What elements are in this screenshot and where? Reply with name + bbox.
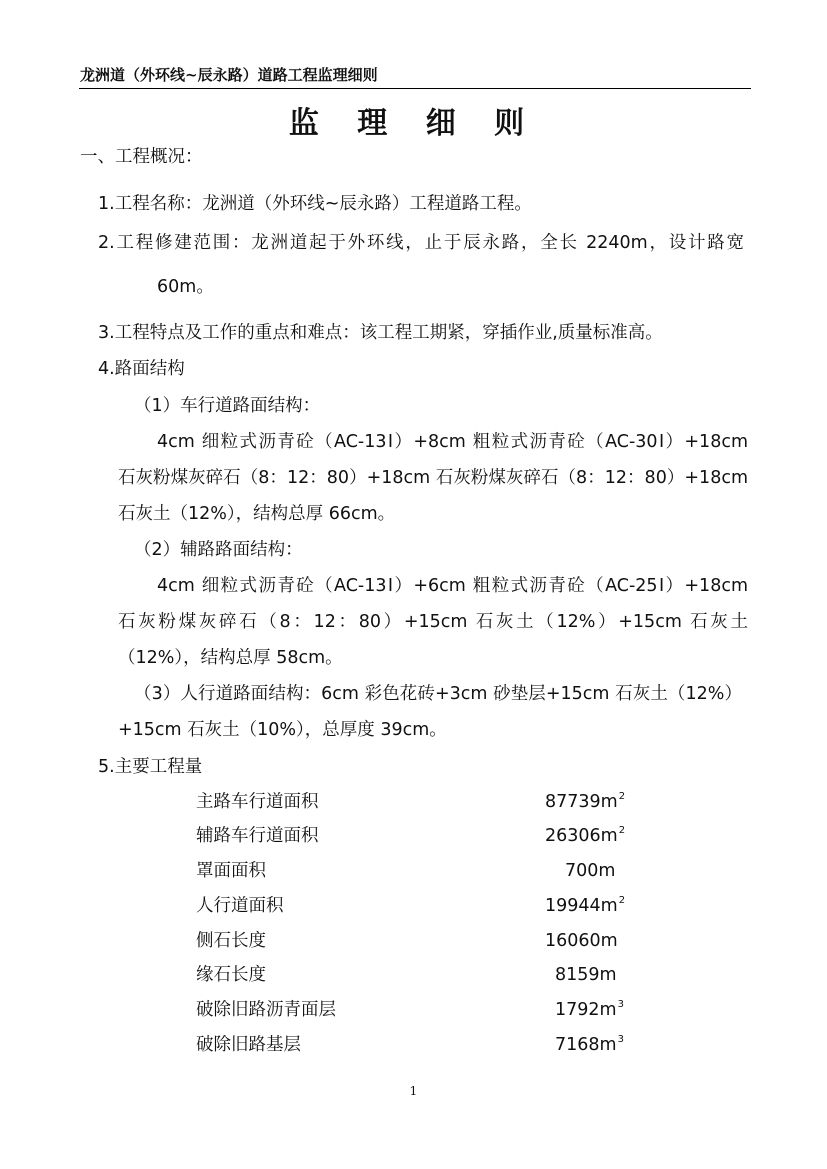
page-number: 1 bbox=[409, 1084, 418, 1098]
header-rule bbox=[79, 88, 751, 89]
quantity-label: 主路车行道面积 bbox=[196, 792, 319, 812]
quantity-label: 缘石长度 bbox=[196, 965, 266, 985]
carriageway-line2: 石灰粉煤灰碎石（8：12：80）+18cm 石灰粉煤灰碎石（8：12：80）+18cm bbox=[118, 468, 748, 488]
quantity-value: $1792m^3$ bbox=[555, 999, 624, 1020]
carriageway-line3: 石灰土（12%），结构总厚 66cm。 bbox=[118, 504, 396, 524]
auxiliary-line2: 石灰粉煤灰碎石（8：12：80）+15cm 石灰土（12%）+15cm 石灰土 bbox=[118, 612, 748, 632]
section-heading-overview: 一、工程概况： bbox=[80, 147, 203, 167]
sidewalk-line2: +15cm 石灰土（10%），总厚度 39cm。 bbox=[118, 720, 447, 740]
quantity-label: 侧石长度 bbox=[196, 931, 266, 951]
subheading-auxiliary-road: （2）辅路路面结构： bbox=[134, 540, 303, 560]
quantity-value: $7168m^3$ bbox=[555, 1034, 624, 1055]
quantity-label: 人行道面积 bbox=[196, 896, 284, 916]
carriageway-line1: 4cm 细粒式沥青砼（AC-13Ⅰ）+8cm 粗粒式沥青砼（AC-30Ⅰ）+18cm bbox=[157, 432, 748, 452]
quantity-value: $26306m^2$ bbox=[545, 825, 626, 846]
item-main-quantities: 5.主要工程量 bbox=[98, 757, 203, 777]
item-pavement-structure: 4.路面结构 bbox=[98, 359, 185, 379]
item-project-name: 1.工程名称：龙洲道（外环线~辰永路）工程道路工程。 bbox=[98, 194, 532, 214]
sidewalk-line1: （3）人行道路面结构：6cm 彩色花砖+3cm 砂垫层+15cm 石灰土（12%） bbox=[134, 684, 742, 704]
auxiliary-line3: （12%），结构总厚 58cm。 bbox=[118, 648, 343, 668]
quantity-label: 罩面面积 bbox=[196, 861, 266, 881]
quantity-value: 700m bbox=[565, 861, 616, 881]
quantity-value: 8159m bbox=[555, 965, 617, 985]
quantity-value: $19944m^2$ bbox=[545, 895, 626, 916]
quantity-label: 辅路车行道面积 bbox=[196, 826, 319, 846]
quantity-value: 16060m bbox=[545, 931, 618, 951]
item-scope-line2: 60m。 bbox=[157, 277, 214, 297]
quantity-label: 破除旧路沥青面层 bbox=[196, 1000, 336, 1020]
running-header: 龙洲道（外环线~辰永路）道路工程监理细则 bbox=[80, 66, 378, 84]
page-title: 监 理 细 则 bbox=[288, 106, 539, 141]
subheading-carriageway: （1）车行道路面结构： bbox=[134, 396, 321, 416]
quantity-value: $87739m^2$ bbox=[545, 791, 626, 812]
quantity-label: 破除旧路基层 bbox=[196, 1035, 301, 1055]
item-features: 3.工程特点及工作的重点和难点：该工程工期紧，穿插作业,质量标准高。 bbox=[98, 323, 663, 343]
auxiliary-line1: 4cm 细粒式沥青砼（AC-13Ⅰ）+6cm 粗粒式沥青砼（AC-25Ⅰ）+18cm bbox=[157, 576, 748, 596]
item-scope-line1: 2.工程修建范围：龙洲道起于外环线，止于辰永路，全长 2240m，设计路宽 bbox=[98, 233, 744, 253]
